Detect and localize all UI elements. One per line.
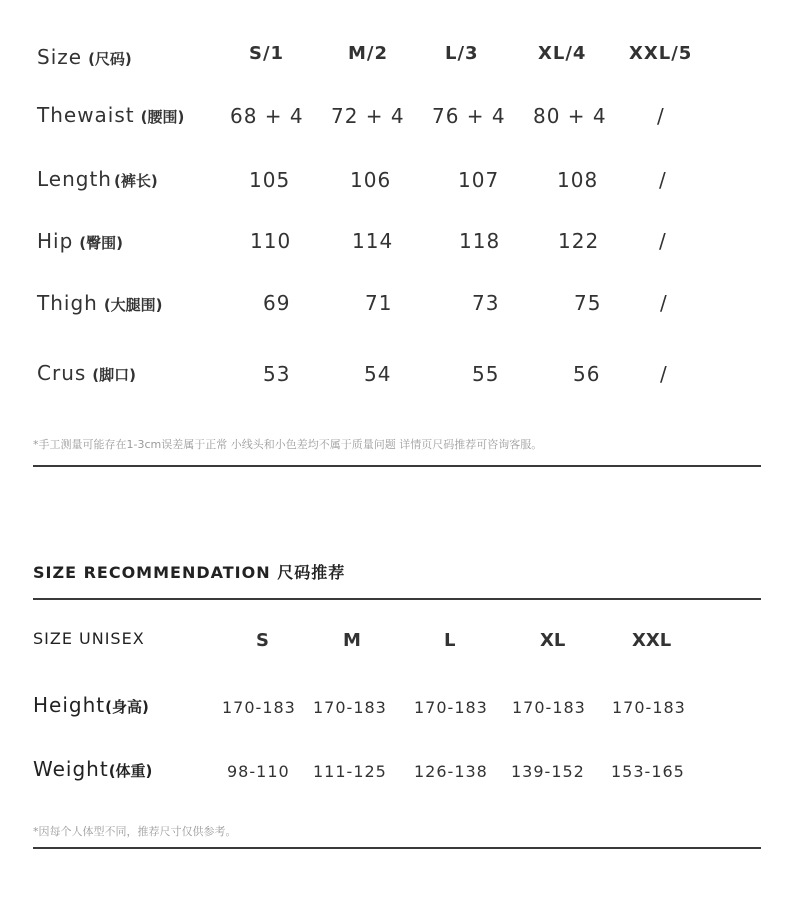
row-label-crus-en: Crus <box>37 361 87 385</box>
row-label-hip-cn: (臀围) <box>79 234 124 252</box>
table-cell: 56 <box>573 362 601 386</box>
size-header-label-en: Size <box>37 45 83 69</box>
recommendation-header-label: SIZE UNISEX <box>33 629 145 648</box>
table-cell: 139-152 <box>511 762 585 781</box>
table-cell: 105 <box>249 168 291 192</box>
table-cell: 55 <box>472 362 500 386</box>
rec-column-l: L <box>444 630 456 651</box>
row-label-waist <box>37 103 184 127</box>
rec-column-xl: XL <box>540 630 566 651</box>
row-label-length <box>37 167 158 191</box>
row-label-waist-en: Thewaist <box>37 103 135 127</box>
table-cell: 110 <box>250 229 292 253</box>
table-cell: 98-110 <box>227 762 290 781</box>
divider <box>33 465 761 467</box>
rec-row-label-height-en: Height <box>33 693 106 717</box>
recommendation-note: *因每个人体型不同，推荐尺寸仅供参考。 <box>33 825 237 838</box>
row-label-thigh-en: Thigh <box>37 291 98 315</box>
measurement-note: *手工测量可能存在1-3cm误差属于正常 小线头和小色差均不属于质量问题 详情页尺码推荐可咨询客服。 <box>33 438 543 451</box>
table-cell: 114 <box>352 229 394 253</box>
table-cell: 118 <box>459 229 501 253</box>
table-cell: 69 <box>263 291 291 315</box>
recommendation-title: SIZE RECOMMENDATION 尺码推荐 <box>33 563 346 582</box>
size-column-m2: M/2 <box>348 43 389 64</box>
divider <box>33 598 761 600</box>
table-cell: 53 <box>263 362 291 386</box>
row-label-thigh-cn: (大腿围) <box>103 296 163 314</box>
table-cell: / <box>660 291 668 315</box>
divider <box>33 847 761 849</box>
size-column-xl4: XL/4 <box>538 43 587 64</box>
table-cell: 111-125 <box>313 762 387 781</box>
row-label-crus <box>37 361 136 385</box>
size-column-s1: S/1 <box>249 43 285 64</box>
table-cell: 71 <box>365 291 393 315</box>
table-cell: 170-183 <box>313 698 387 717</box>
row-label-thigh <box>37 291 163 315</box>
row-label-crus-cn: (脚口) <box>92 366 137 384</box>
rec-row-label-height-cn: (身高) <box>105 698 149 716</box>
rec-column-s: S <box>256 630 269 651</box>
rec-row-label-weight-en: Weight <box>33 757 109 781</box>
rec-row-label-height <box>33 693 149 717</box>
row-label-hip <box>37 229 123 253</box>
table-cell: 68 + 4 <box>230 104 304 128</box>
size-header-label-cn: (尺码) <box>88 50 132 68</box>
table-cell: 80 + 4 <box>533 104 607 128</box>
size-column-l3: L/3 <box>445 43 479 64</box>
table-cell: 106 <box>350 168 392 192</box>
size-header-label <box>37 45 132 69</box>
table-cell: / <box>660 362 668 386</box>
table-cell: 76 + 4 <box>432 104 506 128</box>
table-cell: 153-165 <box>611 762 685 781</box>
table-cell: 54 <box>364 362 392 386</box>
row-label-length-en: Length <box>37 167 112 191</box>
row-label-length-cn: (裤长) <box>113 172 158 190</box>
rec-row-label-weight <box>33 757 152 781</box>
row-label-waist-cn: (腰围) <box>140 108 185 126</box>
table-cell: 170-183 <box>512 698 586 717</box>
size-column-xxl5: XXL/5 <box>629 43 693 64</box>
rec-row-label-weight-cn: (体重) <box>108 762 153 780</box>
table-cell: 122 <box>558 229 600 253</box>
table-cell: 75 <box>574 291 602 315</box>
table-cell: 108 <box>557 168 599 192</box>
row-label-hip-en: Hip <box>37 229 74 253</box>
table-cell: 107 <box>458 168 500 192</box>
rec-column-xxl: XXL <box>632 630 672 651</box>
rec-column-m: M <box>343 630 361 651</box>
table-cell: 170-183 <box>414 698 488 717</box>
table-cell: 170-183 <box>612 698 686 717</box>
table-cell: 170-183 <box>222 698 296 717</box>
table-cell: / <box>657 104 665 128</box>
table-cell: 73 <box>472 291 500 315</box>
table-cell: / <box>659 229 667 253</box>
table-cell: / <box>659 168 667 192</box>
table-cell: 126-138 <box>414 762 488 781</box>
table-cell: 72 + 4 <box>331 104 405 128</box>
